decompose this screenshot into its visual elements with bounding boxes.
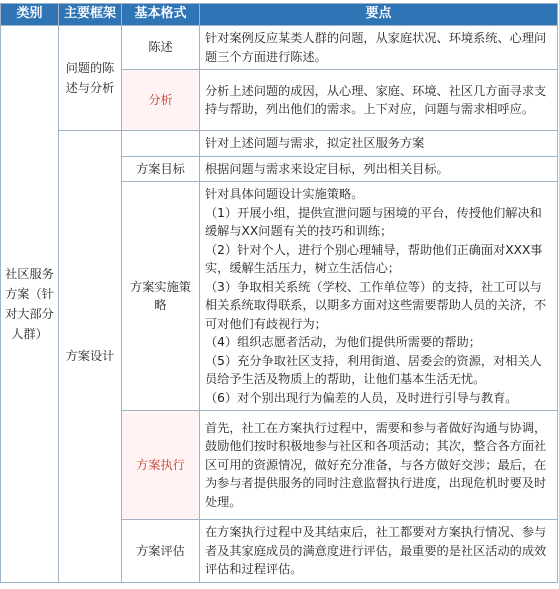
format-zhixing-cell: 方案执行	[122, 411, 200, 520]
strategy-line: （3）争取相关系统（学校、工作单位等）的支持，社工可以与相关系统取得联系，以期多方面对这些需要帮助人员的关济，不可对他们有歧视行为；	[205, 279, 547, 331]
strategy-line: （5）充分争取社区支持，利用街道、居委会的资源，对相关人员给予生活及物质上的帮助，让他们基本生活无忧。	[205, 353, 542, 386]
points-mubiao-cell: 根据问题与需求来设定目标，列出相关目标。	[200, 156, 558, 182]
format-mubiao-cell: 方案目标	[122, 156, 200, 182]
strategy-line: （6）对个别出现行为偏差的人员，及时进行引导与教育。	[205, 390, 518, 405]
strategy-line: 针对具体问题设计实施策略。	[205, 187, 364, 201]
table-row	[1, 26, 558, 70]
format-shishi-cell: 方案实施策略	[122, 182, 200, 411]
format-pinggu-cell: 方案评估	[122, 520, 200, 583]
points-chenshu-cell: 针对案例反应某类人群的问题，从家庭状况、环境系统、心理问题三个方面进行陈述。	[200, 26, 558, 70]
summary-table	[0, 3, 558, 583]
strategy-line: （2）针对个人，进行个别心理辅导，帮助他们正确面对XXX事实，缓解生活压力，树立生活信心；	[205, 242, 543, 275]
points-zhidao-cell: 针对上述问题与需求，拟定社区服务方案	[200, 131, 558, 157]
header-row	[1, 4, 558, 26]
strategy-line: （4）组织志愿者活动，为他们提供所需要的帮助；	[205, 335, 481, 349]
frame-problem-cell: 问题的陈述与分析	[59, 26, 122, 131]
format-empty-cell	[122, 131, 200, 157]
header-points: 要点	[200, 4, 558, 26]
points-pinggu-cell: 在方案执行过程中及其结束后，社工都要对方案执行情况、参与者及其家庭成员的满意度进行评估，最重要的是社区活动的成效评估和过程评估。	[200, 520, 558, 583]
frame-plan-cell: 方案设计	[59, 131, 122, 583]
category-cell: 社区服务方案（针对大部分人群）	[1, 26, 59, 583]
table-row	[1, 131, 558, 157]
points-fenxi-cell: 分析上述问题的成因，从心理、家庭、环境、社区几方面寻求支持与帮助，列出他们的需求。上下对应，问题与需求相呼应。	[200, 70, 558, 131]
points-zhixing-cell: 首先，社工在方案执行过程中，需要和参与者做好沟通与协调，鼓励他们按时积极地参与社区和各项活动；其次，整合各方面社区可用的资源情况，做好充分准备，与各方做好交涉；最后，在为参与者提供服务的同时注意监督执行进度，出现危机时要及时处理。	[200, 411, 558, 520]
format-chenshu-cell: 陈述	[122, 26, 200, 70]
format-fenxi-cell: 分析	[122, 70, 200, 131]
strategy-line: （1）开展小组，提供宣泄问题与困境的平台，传授他们解决和缓解与XX问题有关的技巧和训练；	[205, 205, 542, 238]
header-frame: 主要框架	[59, 4, 122, 26]
points-shishi-cell	[200, 182, 558, 411]
header-category: 类别	[1, 4, 59, 26]
header-format: 基本格式	[122, 4, 200, 26]
